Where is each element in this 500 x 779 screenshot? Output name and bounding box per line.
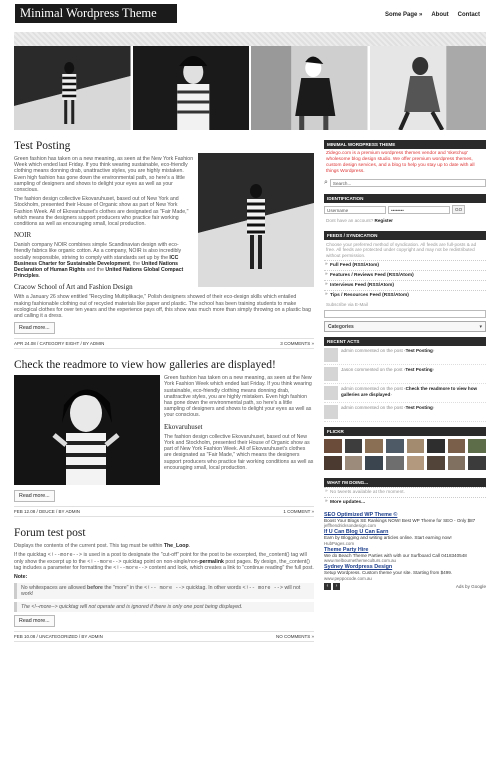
prev-arrow-icon[interactable]: ‹ [324, 583, 331, 590]
widget-heading: FLICKR [324, 427, 486, 436]
sidebar [324, 140, 486, 595]
nav-about[interactable]: About [431, 12, 449, 18]
flickr-thumb[interactable] [345, 439, 363, 453]
nav-contact[interactable]: Contact [457, 12, 480, 18]
post-forum-test [14, 527, 314, 642]
list-item [324, 384, 486, 403]
photo-3-image [251, 46, 368, 130]
list-item [324, 365, 486, 384]
un-human-rights-link[interactable]: United Nations Declaration of Human Rights [14, 260, 179, 274]
post-subheading: Ekovaruhuset [164, 422, 203, 431]
next-arrow-icon[interactable]: › [333, 583, 340, 590]
post-meta [14, 631, 314, 642]
flickr-thumb[interactable] [324, 456, 342, 470]
subscribe-email-input[interactable] [324, 310, 486, 318]
feed-link-features[interactable]: » Features / Reviews Feed (RSS/Atom) [324, 270, 486, 280]
list-item [324, 346, 486, 365]
ad-text: Earn by Blogging and writing articles online. Start earning now! [324, 535, 452, 541]
widget-heading: WHAT I'M DOING... [324, 478, 486, 487]
header-photo-1[interactable] [14, 46, 131, 130]
the-loop-link[interactable]: The_Loop [163, 543, 189, 550]
ad-text: We do Beach Theme Parties with with our Surfboard Call 0418340548 [324, 552, 467, 558]
ad-title-link[interactable]: SEO Optimized WP Theme © [324, 511, 398, 518]
flickr-thumb[interactable] [345, 456, 363, 470]
ad-item [324, 512, 486, 528]
post-meta-info[interactable]: APR 24.08 / CATEGORY EIGHT / BY ADMIN [14, 341, 105, 347]
ad-url[interactable]: www.peppocode.com.au [324, 575, 372, 581]
widget-heading: MINIMAL WORDPRESS THEME [324, 140, 486, 149]
ad-title-link[interactable]: Sydney Wordpress Design [324, 564, 393, 571]
about-text: Zidego.com is a premium wordpress themes vendor and 'sketchup' wholesome blog design studio. We offer premium wordpress themes, custom design services, and a blog to help you stay up to date with all things Wordpress. [326, 151, 475, 174]
about-widget [324, 140, 486, 189]
un-global-compact-link[interactable]: United Nations Global Compact Principles [14, 267, 184, 280]
post-paragraph: Green fashion has taken on a new meaning, as seen at the New York Fashion Week which ended last Friday. If you think wearing sustainable, eco-friendly clothing means donning drab, unattractive styles, you are highly mistaken. Even high fashion has gone down the environmental path, so here's a little sampling of designers and shows to delight your eyes as well as your conscious. [164, 375, 312, 419]
ad-title-link[interactable]: Theme Party Hire [324, 546, 369, 553]
categories-dropdown[interactable]: Categories ▾ [324, 321, 486, 332]
recent-post-link[interactable]: Test Posting [405, 347, 433, 353]
post-meta [14, 506, 314, 517]
feed-link-interviews[interactable]: » Interviews Feed (RSS/Atom) [324, 280, 486, 290]
permalink-link[interactable]: permalink [199, 558, 224, 565]
flickr-thumb[interactable] [427, 456, 445, 470]
username-input[interactable]: Username [324, 206, 386, 214]
flickr-grid [324, 436, 486, 473]
tweets-empty-text: » No tweets available at the moment. [324, 487, 486, 497]
chevron-down-icon: ▾ [479, 323, 482, 330]
note-label: Note: [14, 574, 28, 581]
post-comments-link[interactable]: 1 COMMENT » [283, 509, 314, 515]
post-meta [14, 338, 314, 349]
flickr-thumb[interactable] [468, 456, 486, 470]
recent-acts-widget [324, 337, 486, 422]
flickr-thumb[interactable] [386, 439, 404, 453]
post-image-model[interactable] [14, 375, 160, 485]
avatar [324, 348, 338, 362]
flickr-thumb[interactable] [324, 439, 342, 453]
flickr-thumb[interactable] [427, 439, 445, 453]
post-meta-info[interactable]: FEB 12.08 / DEUCE / BY ADMIN [14, 509, 80, 515]
ad-item [324, 529, 486, 545]
login-row [324, 203, 486, 216]
recent-post-link[interactable]: Test Posting [405, 404, 433, 410]
flickr-thumb[interactable] [468, 439, 486, 453]
post-meta-info[interactable]: FEB 10.08 / UNCATEGORIZED / BY ADMIN [14, 634, 103, 640]
widget-heading: IDENTIFICATION [324, 194, 486, 203]
post-title[interactable]: Test Posting [14, 140, 71, 152]
post-image-fashion[interactable] [198, 153, 314, 287]
post-paragraph: If the quicktag <!--more--> is used in a post to designate the "cut-off" point for the post to be excerpted, the_content() tag will only show the excerpt up to the <!--more--> quicktag point on non-single/non-permalink post pages. By design, the_content() tag includes a parameter for formatting the <!--more--> content and look, which creates a link to "continue reading" the full post. [14, 552, 314, 571]
flickr-widget [324, 427, 486, 473]
feed-link-tips[interactable]: » Tips / Resources Feed (RSS/Atom) [324, 290, 486, 300]
recent-item-text: Jason commented on the post ‹Test Posting› [341, 366, 435, 372]
note-box: No whitespaces are allowed before the "more" in the <!-- more --> quicktag. In other words <!-- more --> will not work! [14, 583, 314, 599]
post-comments-link[interactable]: 3 COMMENTS » [280, 341, 314, 347]
post-galleries [14, 359, 314, 517]
feed-link-full[interactable]: » Full Feed (RSS/Atom) [324, 260, 486, 270]
site-logo[interactable]: Minimal Wordpress Theme [15, 4, 177, 23]
post-subheading: NOIR [14, 231, 32, 240]
photo-4-image [370, 46, 487, 130]
post-paragraph: Green fashion has taken on a new meaning, as seen at the New York Fashion Week which ended last Friday. If you think wearing sustainable, eco-friendly clothing means donning drab, unattractive styles, you are highly mistaken. Even high fashion has gone down the environmental path, so here's a little sampling of designers and shows to delight your eyes as well as your conscious. [14, 156, 194, 194]
flickr-thumb[interactable] [448, 456, 466, 470]
main-content [14, 140, 314, 642]
ad-item [324, 547, 486, 563]
search-input[interactable]: Search... [330, 179, 486, 187]
flickr-thumb[interactable] [407, 456, 425, 470]
feeds-description: Choose your preferred method of syndication. All feeds are full-posts & ad free. All feeds are protected under copyright and may not be redistributed without permission. [326, 241, 477, 258]
post-comments-link[interactable]: NO COMMENTS » [275, 634, 314, 640]
header-photo-2[interactable] [133, 46, 250, 130]
post-title[interactable]: Check the readmore to view how galleries are displayed! [14, 359, 276, 372]
ads-footer [324, 583, 486, 590]
feeds-widget [324, 231, 486, 332]
post-paragraph: Displays the contents of the current post. This tag must be within The_Loop. [14, 543, 191, 550]
ad-text: Boost Your Blogs SE Rankings NOW! Best WP Theme for SEO - Only $87 [324, 517, 476, 523]
ad-url[interactable]: www.melbournethemeculturs.com.au [324, 558, 396, 564]
read-more-button[interactable]: Read more... [14, 615, 55, 627]
post-paragraph: Danish company NOIR combines simple Scandinavian design with eco-friendly fabrics like organic cotton. As a company, NOIR is also incredibly socially responsible, striving to comply with standards set up by the ICC Business Charter for Sustainable Development, the United Nations Declaration of Human Rights and the United Nations Global Compact Principles. [14, 242, 184, 280]
recent-post-link[interactable]: Test Posting [405, 366, 433, 372]
subscribe-label: Subscribe via E-Mail [326, 302, 368, 308]
twitter-widget [324, 478, 486, 507]
post-test-posting [14, 140, 314, 349]
avatar [324, 367, 338, 381]
recent-item-text: admin commented on the post ‹Test Posting› [341, 404, 435, 410]
post-paragraph: The fashion design collective Ekovaruhuset, based out of New York and Stockholm, presented their House of Organic show as part of New York Fashion Week. All of Ekovaruhuset's clothes are designated as "Fair Made," which means the designers support producers who practice fair working conditions as well as encouraging small, local production. [14, 196, 189, 228]
post-paragraph: With a January 26 show entitled "Recycling Multiplikacje," Polish designers showed of their eco-design skills which entailed making fashionable clothing out of recycled materials like paper and plastic. The school has been training students to make ecological clothes for over ten years and the experience pays off, this show was much more than simply throwing on a plastic bag and calling it a dress. [14, 294, 311, 320]
google-ads [324, 512, 486, 590]
note-box: The <!--more--> quicktag will not operate and is ignored if there is only one post being displayed. [14, 602, 314, 612]
top-navigation [385, 12, 480, 18]
ad-item [324, 564, 486, 580]
read-more-button[interactable]: Read more... [14, 490, 55, 502]
model-photo [14, 375, 160, 485]
ad-title-link[interactable]: If U Can Blog U Can Earn [324, 529, 389, 536]
photo-2-image [133, 46, 250, 130]
recent-post-link[interactable]: Check the readmore to view how galleries are displayed [341, 385, 478, 397]
list-item [324, 403, 486, 422]
ad-text: Setup Wordpress. Custom theme your site. Starting from $499. [324, 570, 453, 576]
icc-link[interactable]: ICC Business Charter for Sustainable Development [14, 254, 179, 267]
register-link[interactable]: Register [374, 218, 393, 223]
password-input[interactable]: •••••••• [388, 206, 450, 214]
nav-some-page[interactable]: Some Page » [384, 12, 423, 18]
photo-1-image [14, 46, 131, 130]
more-updates-link[interactable]: » More updates... [324, 497, 486, 507]
flickr-thumb[interactable] [407, 439, 425, 453]
header-photo-gallery [14, 46, 486, 130]
post-subheading: Cracow School of Art and Fashion Design [14, 283, 133, 292]
avatar [324, 386, 338, 400]
search-icon[interactable]: ⌕ [324, 179, 328, 186]
ads-by-google-label[interactable]: Ads by Google [455, 583, 486, 589]
widget-heading: FEEDS / SYNDICATION [324, 231, 486, 240]
login-widget [324, 194, 486, 226]
fashion-photo [198, 153, 314, 287]
post-paragraph: The fashion design collective Ekovaruhuset, based out of New York and Stockholm, presented their House of Organic show as part of New York Fashion Week. All of Ekovaruhuset's clothes are designated as "Fair Made," which means the designers support producers who practice fair working conditions as well as encouraging small, local production. [164, 433, 314, 471]
avatar [324, 405, 338, 419]
header-photo-4[interactable] [370, 46, 487, 130]
flickr-thumb[interactable] [386, 456, 404, 470]
post-title[interactable]: Forum test post [14, 527, 86, 540]
ad-url[interactable]: jeffhendricksondesign.com [324, 523, 376, 529]
search-row [324, 177, 486, 189]
header-photo-3[interactable] [251, 46, 368, 130]
flickr-thumb[interactable] [448, 439, 466, 453]
register-text: Dont have an account? Register [326, 218, 393, 223]
flickr-thumb[interactable] [365, 456, 383, 470]
login-go-button[interactable]: GO [452, 205, 465, 214]
recent-item-text: admin commented on the post ‹Check the readmore to view how galleries are displayed› [341, 385, 478, 397]
read-more-button[interactable]: Read more... [14, 322, 55, 334]
flickr-thumb[interactable] [365, 439, 383, 453]
recent-item-text: admin commented on the post ‹Test Posting› [341, 347, 435, 353]
ad-url[interactable]: HubPages.com [324, 540, 355, 546]
widget-heading: RECENT ACTS [324, 337, 486, 346]
header-pattern-bar [14, 32, 486, 46]
